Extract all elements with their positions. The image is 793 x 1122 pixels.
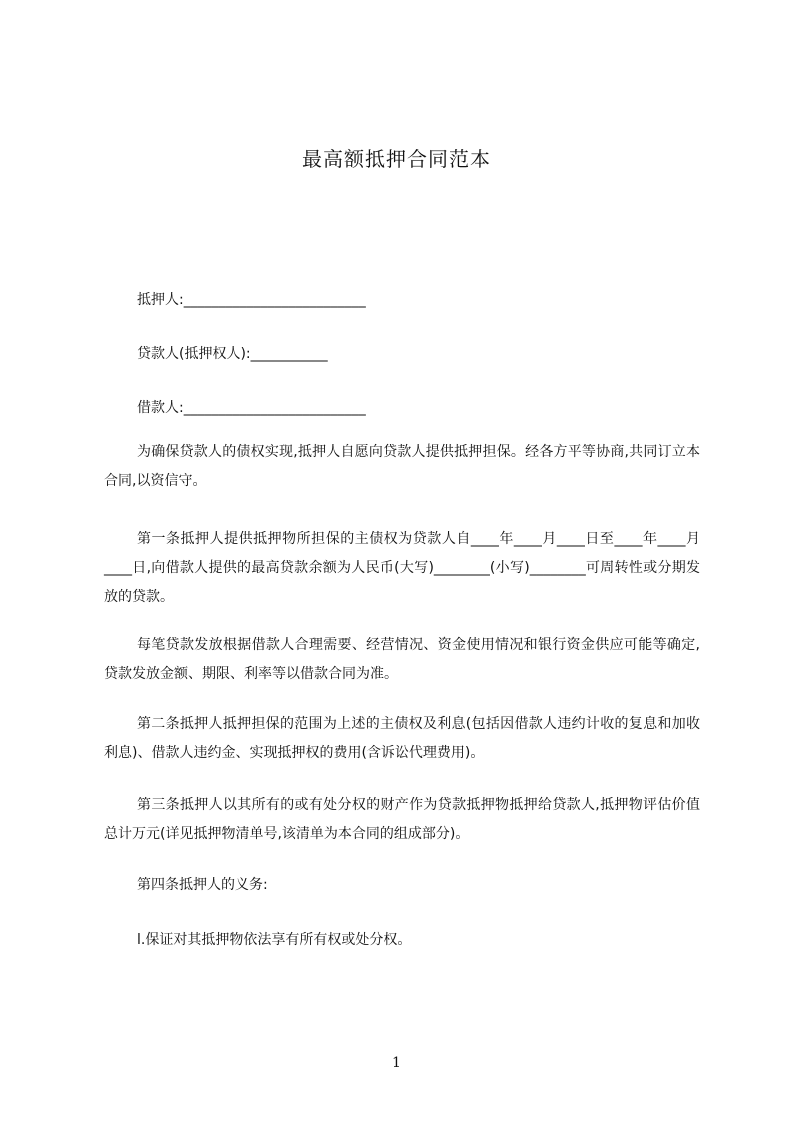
page-number: 1 <box>392 1055 401 1071</box>
article-4-heading: 第四条抵押人的义务: <box>137 877 268 893</box>
article-2-paragraph: 第二条抵押人抵押担保的范围为上述的主债权及利息(包括因借款人违约计收的复息和加收利息)、借款人违约金、实现抵押权的费用(含诉讼代理费用)。 <box>104 716 700 761</box>
loan-terms-paragraph: 每笔贷款发放根据借款人合理需要、经营情况、资金使用情况和银行资金供应可能等确定,贷款发放金额、期限、利率等以借款合同为准。 <box>104 637 700 682</box>
mortgagor-field: 抵押人:__________________________ <box>137 292 366 308</box>
intro-paragraph: 为确保贷款人的债权实现,抵押人自愿向贷款人提供抵押担保。经各方平等协商,共同订立本合同,以资信守。 <box>104 444 700 489</box>
document-title: 最高额抵押合同范本 <box>302 147 491 171</box>
article-1-paragraph: 第一条抵押人提供抵押物所担保的主债权为贷款人自____年____月____日至____年____月____日,向借款人提供的最高贷款余额为人民币(大写)________(小写)________可周转性或分期发放的贷款。 <box>104 531 700 605</box>
article-4-item-1: l.保证对其抵押物依法享有所有权或处分权。 <box>137 932 412 948</box>
lender-field: 贷款人(抵押权人):___________ <box>137 346 328 362</box>
borrower-field: 借款人:__________________________ <box>137 400 366 416</box>
article-3-paragraph: 第三条抵押人以其所有的或有处分权的财产作为贷款抵押物抵押给贷款人,抵押物评估价值总计万元(详见抵押物清单号,该清单为本合同的组成部分)。 <box>104 797 700 842</box>
